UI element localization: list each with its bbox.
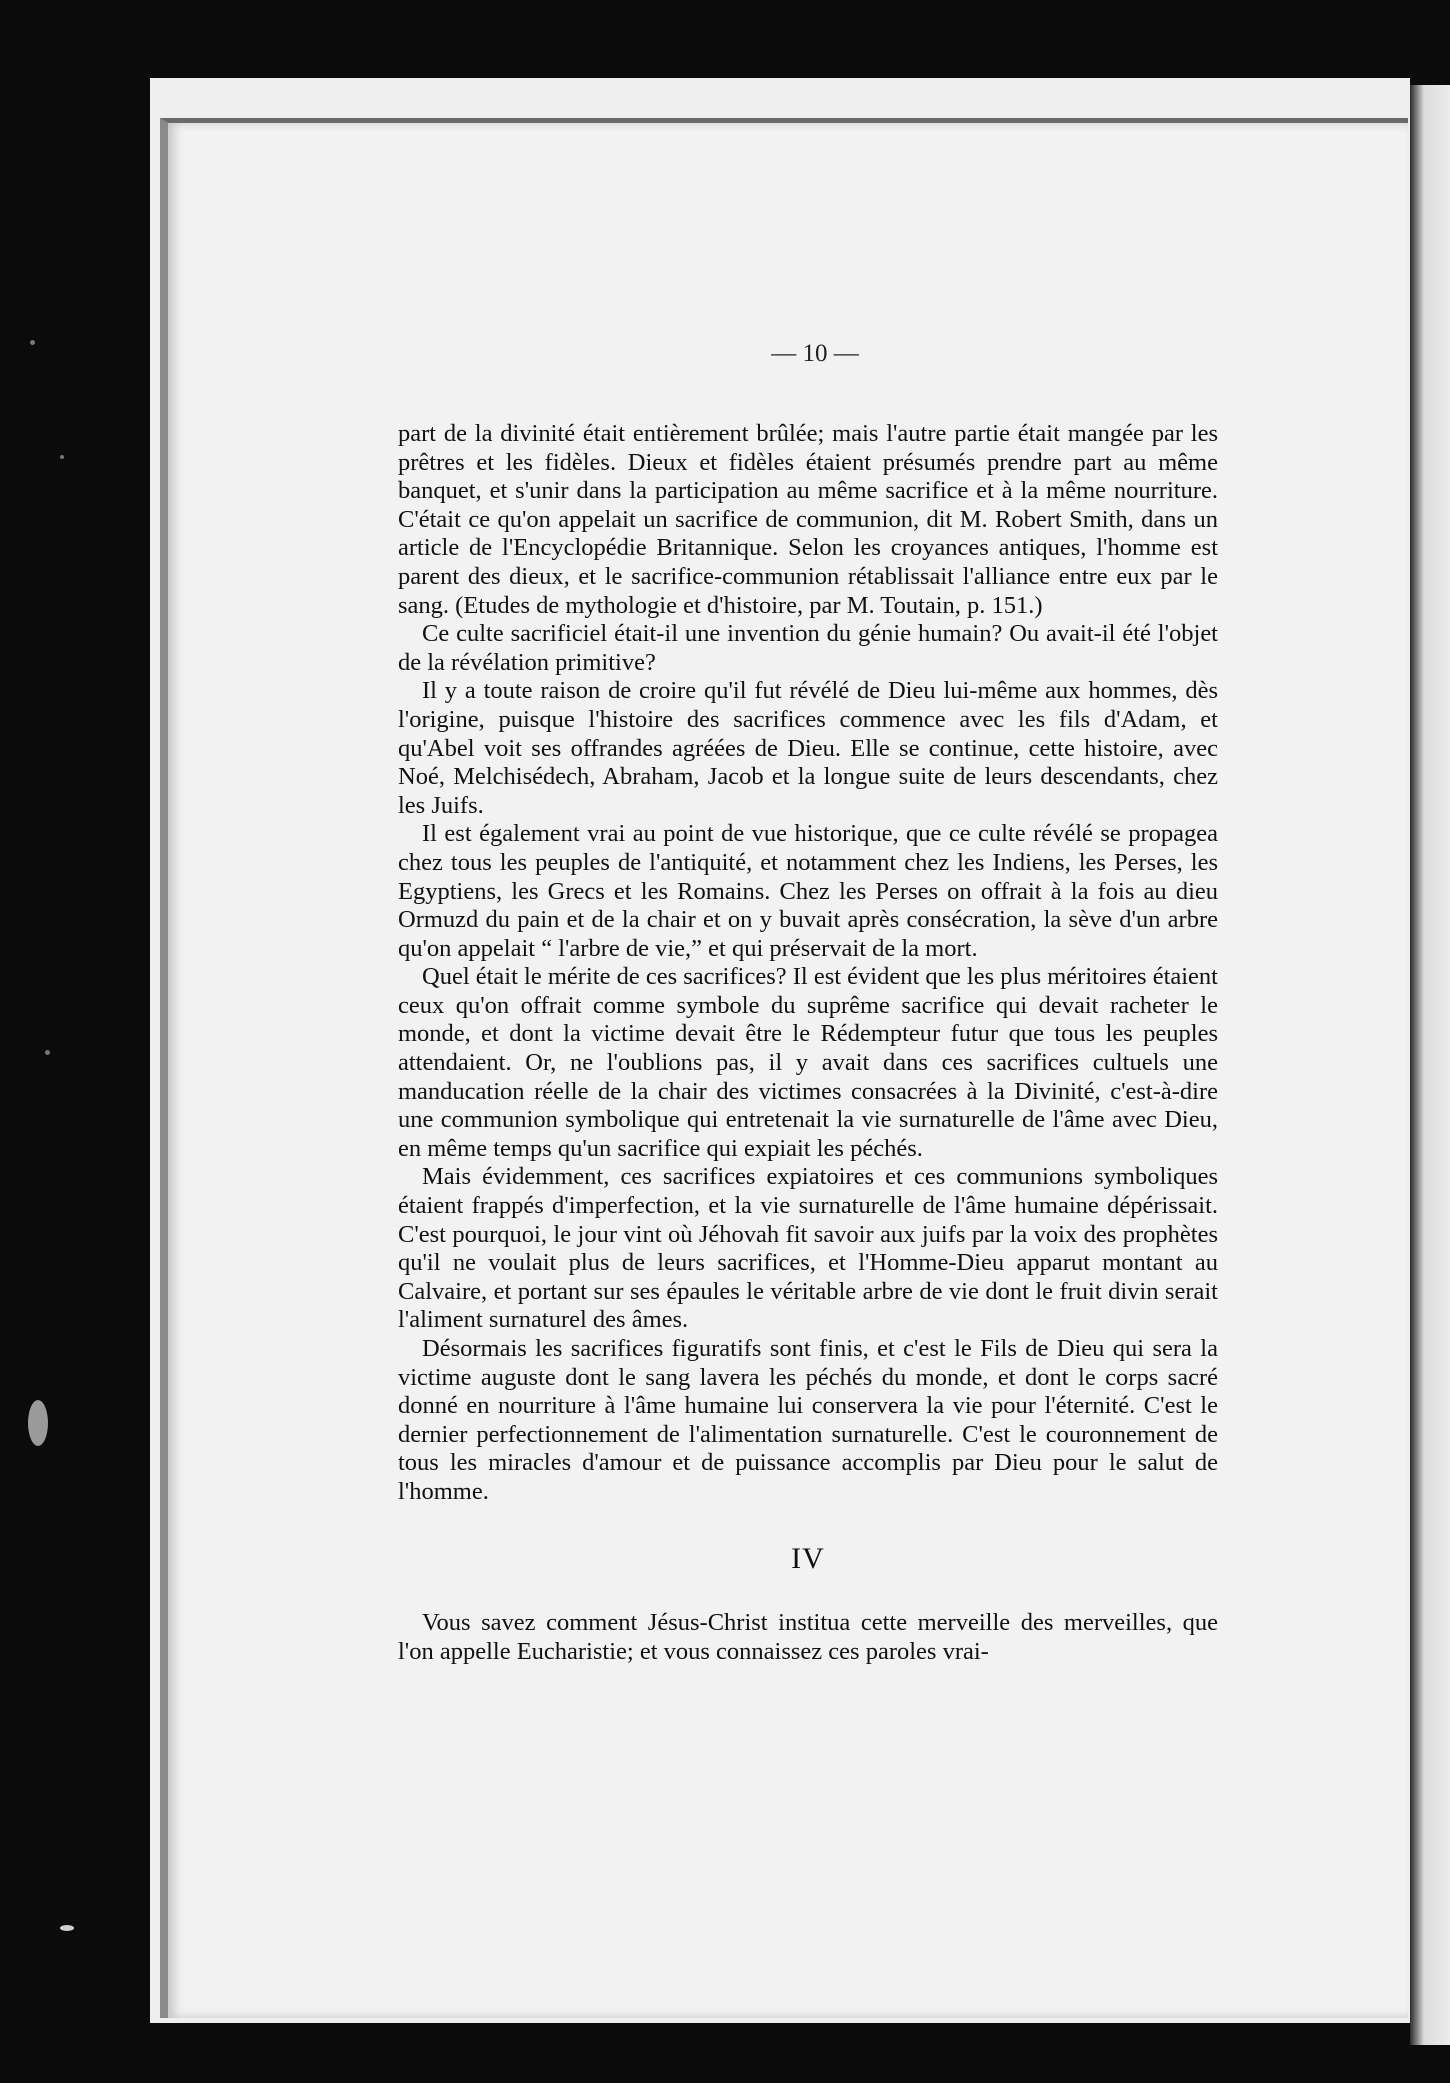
adjacent-page-edge (1410, 85, 1450, 2045)
page-number: — 10 — (771, 340, 859, 367)
paragraph: Quel était le mérite de ces sacrifices? Il est évident que les plus méritoires étaient ceux qu'on offrait comme symbole du suprême sacrifice qui devait racheter le monde, et dont la victime devait être le Rédempteur futur que tous les peuples attendaient. Or, ne l'oublions pas, il y avait dans ces sacrifices cultuels une manducation réelle de la chair des victimes consacrées à la Divinité, c'est-à-dire une communion symbolique qui entretenait la vie surnaturelle de l'âme avec Dieu, en même temps qu'un sacrifice qui expiait les péchés. (398, 963, 1218, 1162)
paragraph: Vous savez comment Jésus-Christ institua cette merveille des merveilles, que l'on appelle Eucharistie; et vous connaissez ces paroles vrai- (398, 1609, 1218, 1665)
section-heading: IV (791, 1541, 825, 1575)
paragraph: Mais évidemment, ces sacrifices expiatoires et ces communions symboliques étaient frappés d'imperfection, et la vie surnaturelle de l'âme humaine dépérissait. C'est pourquoi, le jour vint où Jéhovah fit savoir aux juifs par la voix des prophètes qu'il ne voulait plus de leurs sacrifices, et l'Homme-Dieu apparut montant au Calvaire, et portant sur ses épaules le véritable arbre de vie dont le fruit divin serait l'aliment surnaturel des âmes. (398, 1163, 1218, 1334)
paragraph: Il est également vrai au point de vue historique, que ce culte révélé se propagea chez tous les peuples de l'antiquité, et notamment chez les Indiens, les Perses, les Egyptiens, les Grecs et les Romains. Chez les Perses on offrait à la fois au dieu Ormuzd du pain et de la chair et on y buvait après consécration, la sève d'un arbre qu'on appelait “ l'arbre de vie,” et qui préservait de la mort. (398, 820, 1218, 962)
scan-speck (30, 340, 35, 345)
scan-speck (45, 1050, 50, 1055)
paragraph: Ce culte sacrificiel était-il une invention du génie humain? Ou avait-il été l'objet de la révélation primitive? (398, 620, 1218, 676)
scan-speck (28, 1400, 48, 1446)
paragraph: Il y a toute raison de croire qu'il fut révélé de Dieu lui-même aux hommes, dès l'origine, puisque l'histoire des sacrifices commence avec les fils d'Adam, et qu'Abel voit ses offrandes agréées de Dieu. Elle se continue, cette histoire, avec Noé, Melchisédech, Abraham, Jacob et la longue suite de leurs descendants, chez les Juifs. (398, 677, 1218, 819)
scan-speck (60, 1925, 74, 1931)
scan-speck (60, 455, 64, 459)
paragraph: part de la divinité était entièrement brûlée; mais l'autre partie était mangée par les prêtres et les fidèles. Dieux et fidèles étaient présumés prendre part au même banquet, et s'unir dans la participation au même sacrifice et à la même nourriture. C'était ce qu'on appelait un sacrifice de communion, dit M. Robert Smith, dans un article de l'Encyclopédie Britannique. Selon les croyances antiques, l'homme est parent des dieux, et le sacrifice-communion rétablissait l'alliance entre eux par le sang. (Etudes de mythologie et d'histoire, par M. Toutain, p. 151.) (398, 420, 1218, 619)
paragraph: Désormais les sacrifices figuratifs sont finis, et c'est le Fils de Dieu qui sera la victime auguste dont le sang lavera les péchés du monde, et dont le corps sacré donné en nourriture à l'âme humaine lui conservera la vie pour l'éternité. C'est le dernier perfectionnement de l'alimentation surnaturelle. C'est le couronnement de tous les miracles d'amour et de puissance accomplis par Dieu pour le salut de l'homme. (398, 1335, 1218, 1505)
body-text (398, 420, 1218, 1666)
